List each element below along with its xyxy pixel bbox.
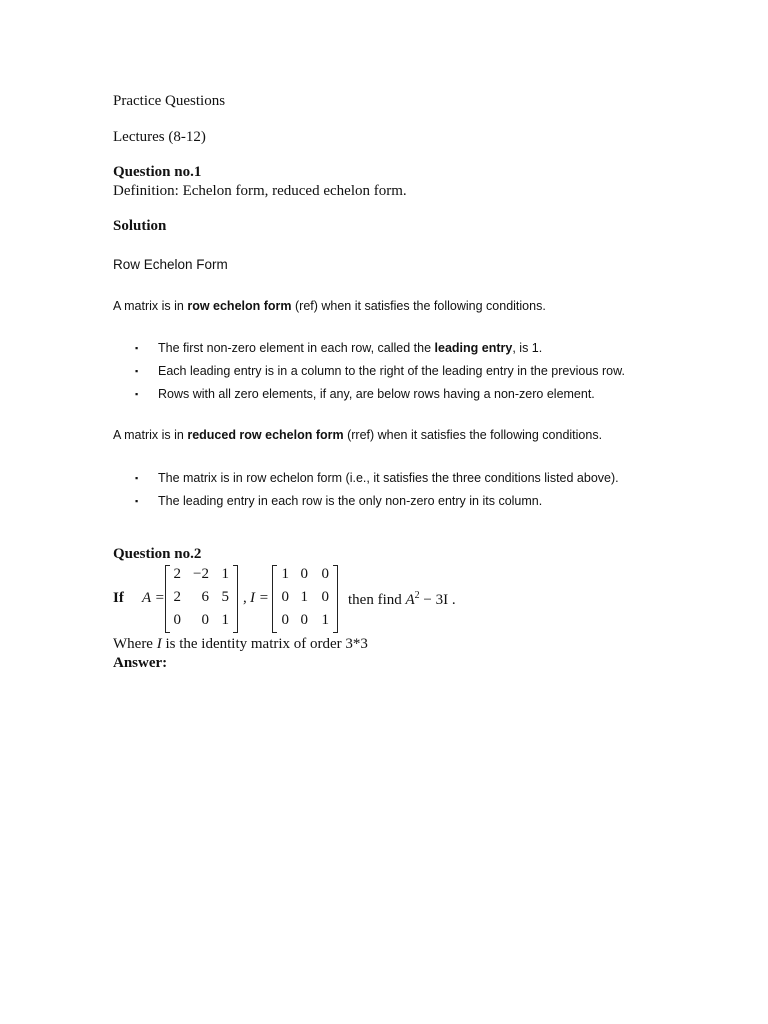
section-title: Row Echelon Form [113,257,228,272]
question-1-heading: Question no.1 [113,164,202,180]
rref-intro-pre: A matrix is in [113,428,188,442]
rref-intro [113,428,602,442]
then-find-text: then find [348,592,402,608]
ref-condition-1-post: , is 1. [512,341,543,355]
bullet-icon: ▪ [135,473,139,483]
matrix-a-cell: 6 [201,589,209,605]
answer-label: Answer: [113,655,168,671]
lectures-range: Lectures (8-12) [113,129,206,145]
ref-condition-1 [158,341,542,355]
question-1-prompt: Definition: Echelon form, reduced echelon form. [113,183,407,199]
bullet-icon: ▪ [135,366,139,376]
ref-condition-2: Each leading entry is in a column to the right of the leading entry in the previous row. [158,364,625,378]
matrix-i-cell: 1 [281,566,289,582]
matrix-a-cell: 5 [221,589,229,605]
matrix-i-cell: 0 [281,589,289,605]
matrix-a [165,565,238,633]
bullet-icon: ▪ [135,389,139,399]
question-2-heading: Question no.2 [113,546,202,562]
identity-note-pre: Where [113,636,157,652]
matrix-a-cell: −2 [193,566,209,582]
ref-condition-3: Rows with all zero elements, if any, are below rows having a non-zero element. [158,387,595,401]
identity-note-post: is the identity matrix of order 3*3 [161,636,368,652]
bullet-icon: ▪ [135,496,139,506]
matrix-i-label: I = [250,590,269,606]
matrix-i [272,565,338,633]
document-title: Practice Questions [113,93,226,109]
identity-note [113,636,368,653]
expression-base: A [405,592,415,608]
matrix-a-label: A = [142,590,165,606]
matrix-i-cell: 0 [300,566,308,582]
matrix-a-cell: 2 [173,589,181,605]
matrix-a-cell: 2 [173,566,181,582]
matrix-i-cell: 0 [300,612,308,628]
ref-intro-pre: A matrix is in [113,299,188,313]
rref-term: reduced row echelon form [187,428,344,442]
matrix-i-cell: 0 [321,589,329,605]
ref-intro-post: (ref) when it satisfies the following conditions. [291,299,546,313]
matrix-a-cell: 0 [201,612,209,628]
expression-rest: − 3I . [419,592,456,608]
matrix-a-cell: 1 [221,566,229,582]
rref-condition-1: The matrix is in row echelon form (i.e., it satisfies the three conditions listed above). [158,471,619,485]
bullet-icon: ▪ [135,343,139,353]
matrix-a-cell: 0 [173,612,181,628]
identity-note-symbol: I [156,636,162,652]
ref-condition-1-pre: The first non-zero element in each row, called the [158,341,435,355]
matrix-i-cell: 1 [300,589,308,605]
if-label: If [113,590,124,606]
find-instruction [348,590,456,609]
matrix-i-cell: 1 [321,612,329,628]
matrix-a-cell: 1 [221,612,229,628]
expression-exponent: 2 [414,590,420,601]
ref-intro [113,299,546,313]
rref-intro-post: (rref) when it satisfies the following conditions. [343,428,603,442]
matrix-i-cell: 0 [281,612,289,628]
rref-condition-2: The leading entry in each row is the only non-zero entry in its column. [158,494,543,508]
leading-entry-term: leading entry [434,341,513,355]
matrix-i-cell: 0 [321,566,329,582]
solution-label: Solution [113,218,167,234]
ref-term: row echelon form [187,299,292,313]
comma-separator: , [243,590,247,606]
